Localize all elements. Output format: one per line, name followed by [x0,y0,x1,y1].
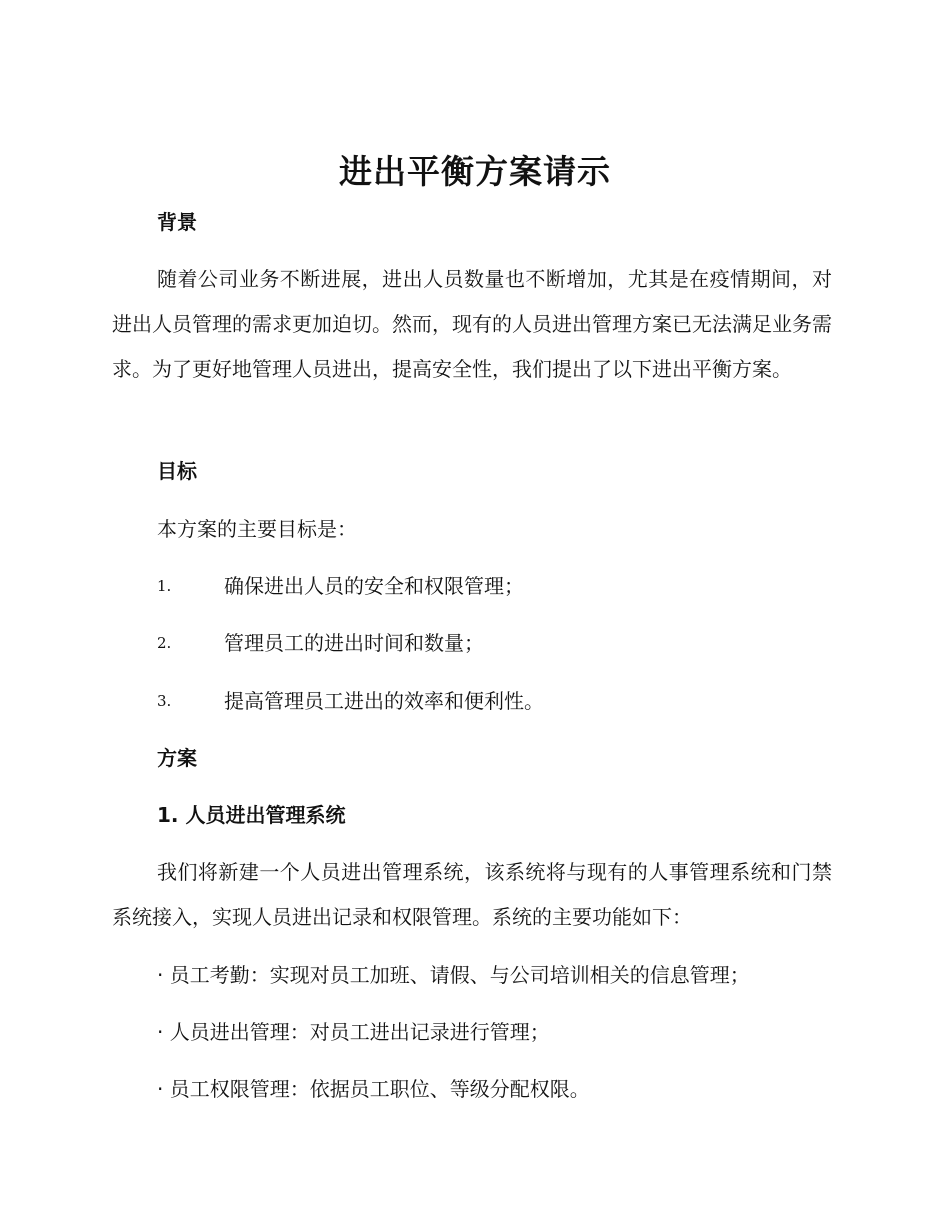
background-paragraph: 随着公司业务不断进展，进出人员数量也不断增加，尤其是在疫情期间，对进出人员管理的需求更加迫切。然而，现有的人员进出管理方案已无法满足业务需求。为了更好地管理人员进出，提高安全性，我们提出了以下进出平衡方案。 [112,267,832,381]
section-heading-goals: 目标 [157,459,197,483]
list-item-number: 2. [157,634,172,652]
section-heading-background: 背景 [157,210,197,234]
document-title: 进出平衡方案请示 [339,152,611,191]
plan-subheading: 1. 人员进出管理系统 [157,803,346,827]
list-item-text: 提高管理员工进出的效率和便利性。 [224,689,544,713]
list-item-text: 确保进出人员的安全和权限管理； [224,574,524,598]
list-item: · 员工考勤：实现对员工加班、请假、与公司培训相关的信息管理； [157,963,750,987]
plan-paragraph: 我们将新建一个人员进出管理系统，该系统将与现有的人事管理系统和门禁系统接入，实现人员进出记录和权限管理。系统的主要功能如下： [112,860,832,929]
goals-intro: 本方案的主要目标是： [157,517,357,541]
list-item-number: 3. [157,692,172,710]
section-heading-plan: 方案 [157,746,197,770]
list-item-number: 1. [157,577,172,595]
list-item: · 员工权限管理：依据员工职位、等级分配权限。 [157,1077,590,1101]
list-item: · 人员进出管理：对员工进出记录进行管理； [157,1020,550,1044]
list-item-text: 管理员工的进出时间和数量； [224,631,484,655]
